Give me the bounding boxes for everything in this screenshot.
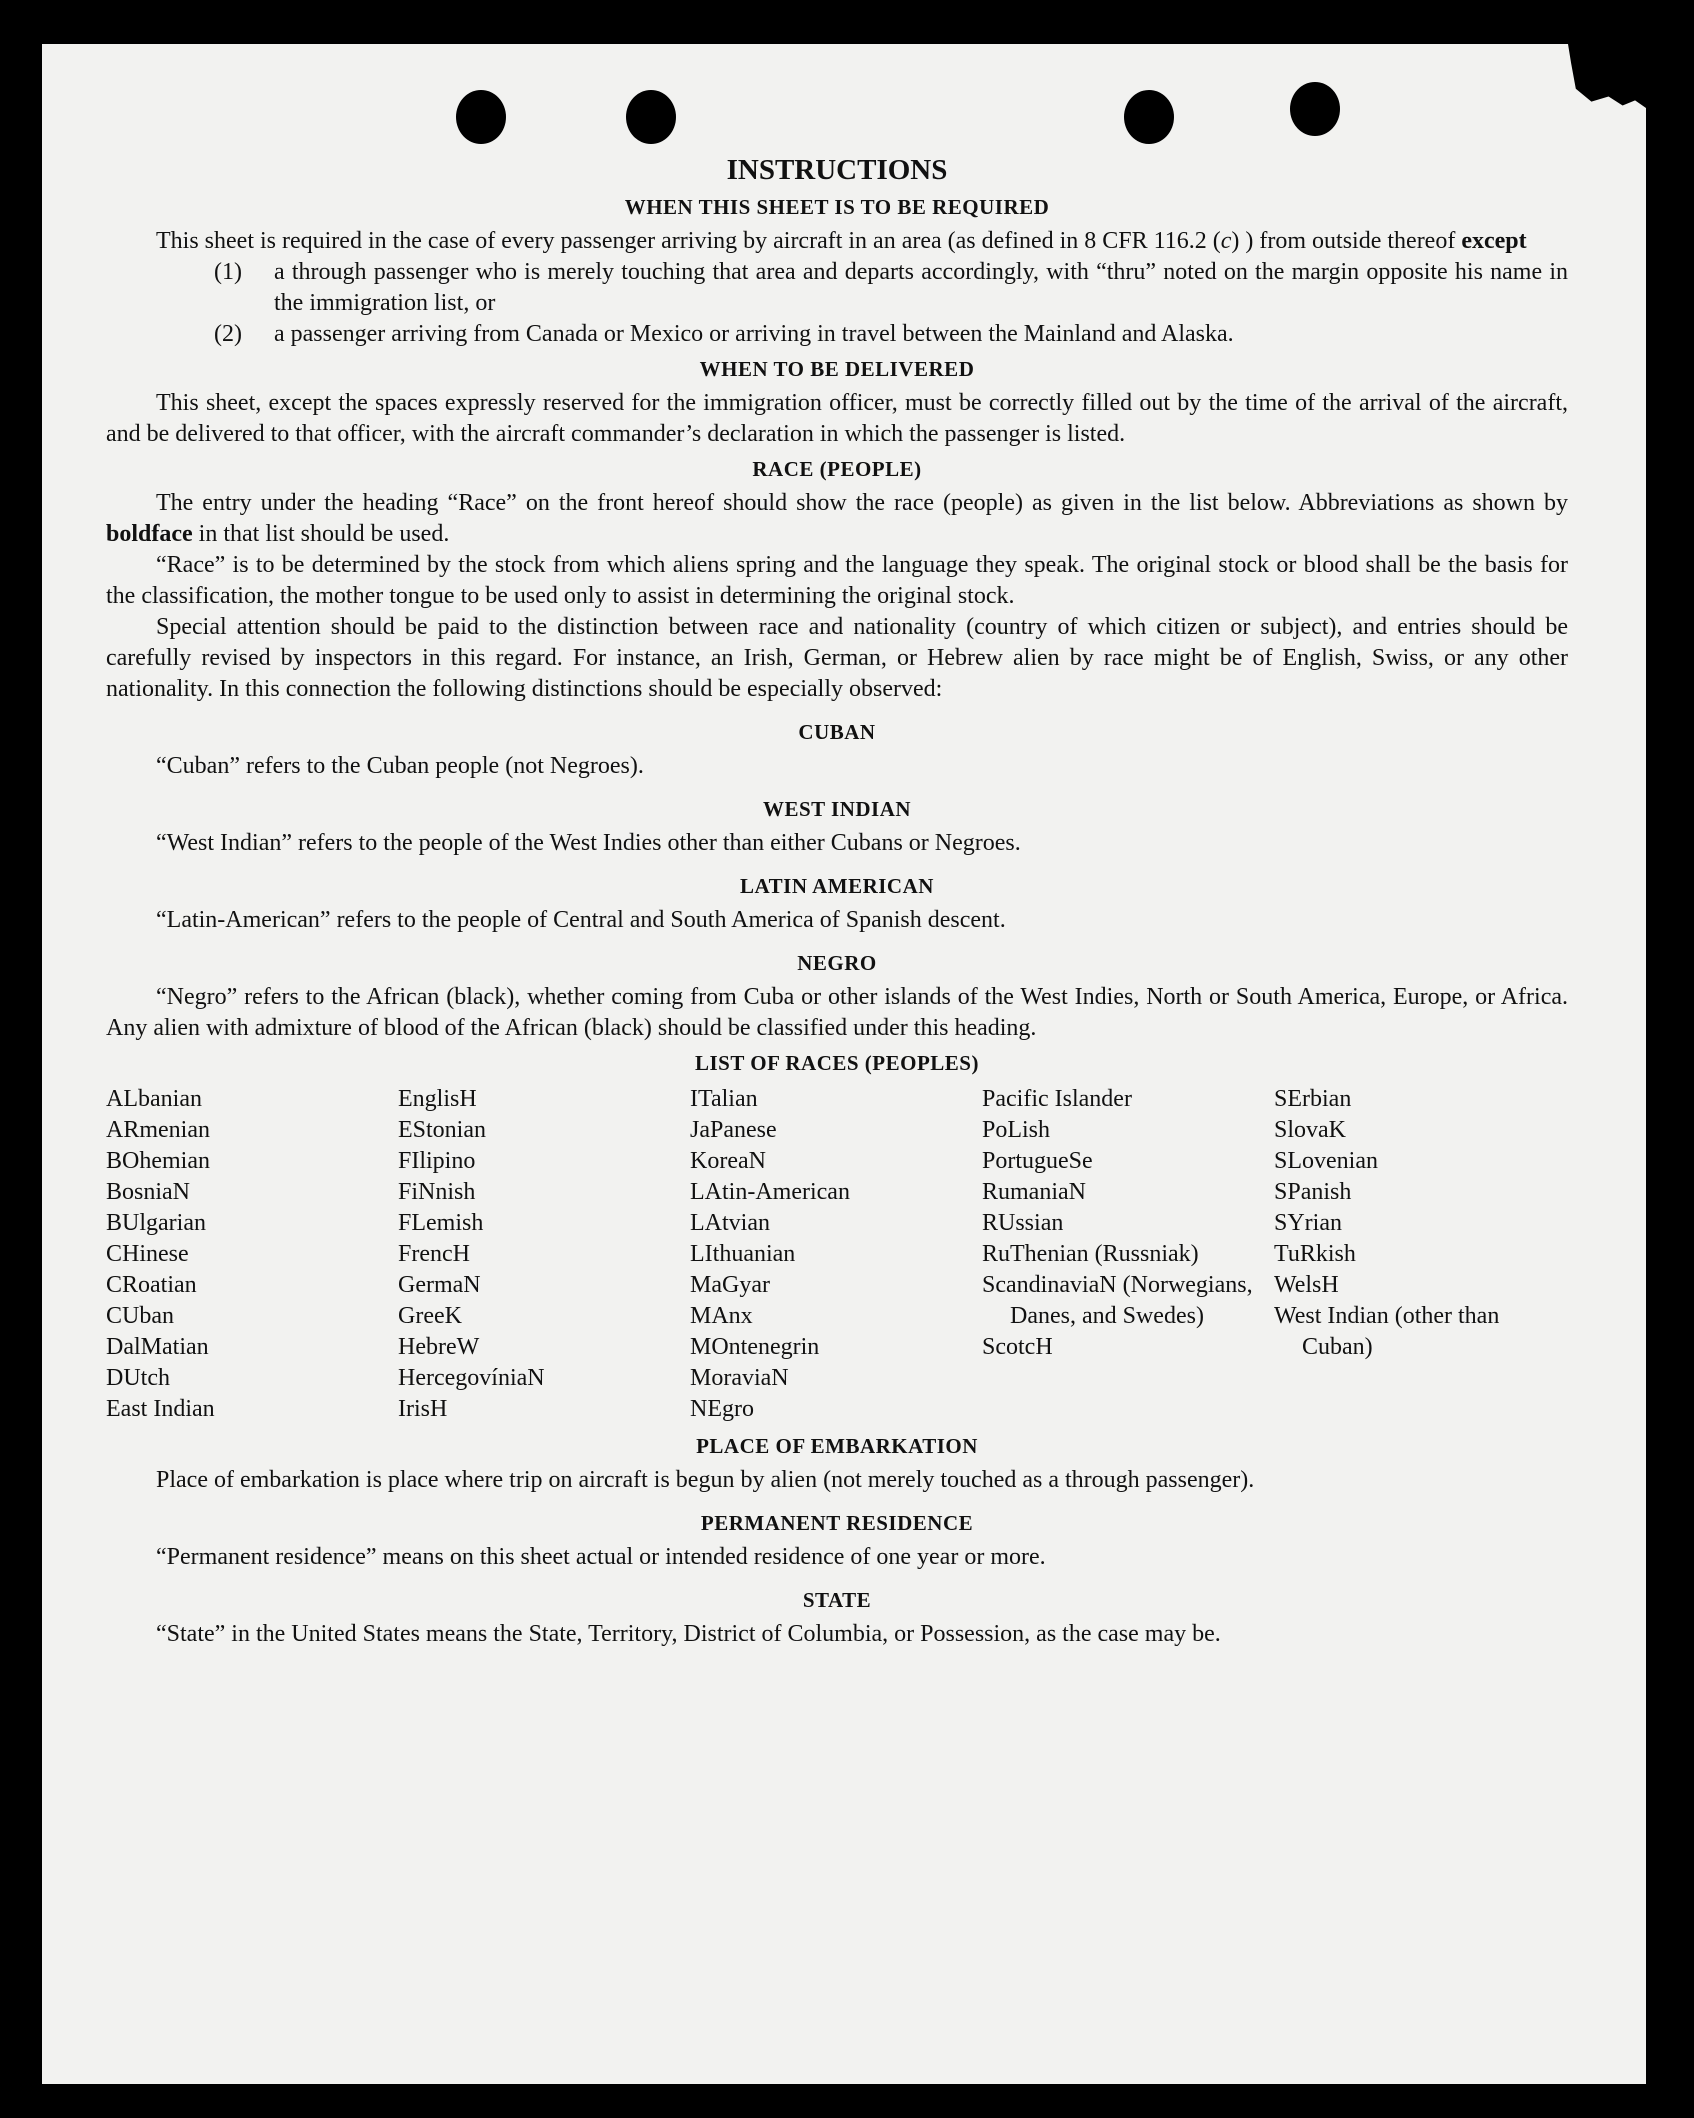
- race-column: [106, 1084, 398, 1425]
- race-entry: CUban: [106, 1303, 174, 1329]
- punch-hole: [456, 90, 506, 144]
- race-entry: Pacific Islander: [982, 1086, 1132, 1112]
- race-paragraph-1: [106, 488, 1568, 550]
- race-entry: MaGyar: [690, 1272, 770, 1298]
- race-entry: LAtvian: [690, 1210, 770, 1236]
- race-entry: SPanish: [1274, 1179, 1352, 1205]
- race-entry: DUtch: [106, 1365, 170, 1391]
- section-heading-state: STATE: [802, 1588, 872, 1612]
- punch-hole: [626, 90, 676, 144]
- latin-american-text: “Latin-American” refers to the people of Central and South America of Spanish descent.: [156, 907, 1006, 933]
- race-p1-text-a: The entry under the heading “Race” on the front hereof should show the race (people) as given in the list below. Abbreviations as shown by: [156, 490, 1568, 516]
- section-heading-required: WHEN THIS SHEET IS TO BE REQUIRED: [624, 195, 1050, 219]
- race-entry: LIthuanian: [690, 1241, 796, 1267]
- race-entry: FLemish: [398, 1210, 484, 1236]
- race-entry: SYrian: [1274, 1210, 1342, 1236]
- race-entry: PoLish: [982, 1117, 1051, 1143]
- race-entry: FiNnish: [398, 1179, 476, 1205]
- required-lead: [106, 226, 1568, 257]
- race-paragraph-3: Special attention should be paid to the distinction between race and nationality (country of which citizen or subject), and entries should be carefully revised by inspectors in this regard. For instance, an Irish, German, or Hebrew alien by race might be of English, Swiss, or any other nationality. In this connection the following distinctions should be especially observed:: [106, 614, 1568, 702]
- race-entry: LAtin-American: [690, 1179, 850, 1205]
- race-column: [398, 1084, 690, 1425]
- race-entry: EnglisH: [398, 1086, 477, 1112]
- punch-hole: [1290, 82, 1340, 136]
- race-entry: East Indian: [106, 1396, 215, 1422]
- required-lead-italic: c: [1220, 228, 1232, 254]
- race-entry: JaPanese: [690, 1117, 777, 1143]
- section-heading-race: RACE (PEOPLE): [752, 457, 922, 481]
- race-entry: GermaN: [398, 1272, 481, 1298]
- race-entry: BUlgarian: [106, 1210, 206, 1236]
- race-entry: FrencH: [398, 1241, 470, 1267]
- race-entry: RuThenian (Russniak): [982, 1241, 1199, 1267]
- race-entry: ALbanian: [106, 1086, 202, 1112]
- race-entry: ITalian: [690, 1086, 758, 1112]
- race-p1-text-b: in that list should be used.: [192, 521, 450, 547]
- exception-item: [214, 319, 1568, 350]
- race-entry: West Indian (other than Cuban): [1274, 1303, 1500, 1360]
- race-entry: FIlipino: [398, 1148, 476, 1174]
- page-title: INSTRUCTIONS: [726, 154, 948, 186]
- race-entry: PortugueSe: [982, 1148, 1093, 1174]
- section-heading-latin-american: LATIN AMERICAN: [740, 874, 934, 898]
- section-heading-delivered: WHEN TO BE DELIVERED: [699, 357, 975, 381]
- required-lead-text-1: This sheet is required in the case of every passenger arriving by aircraft in an area (as defined in 8 CFR 116.2 (: [156, 228, 1221, 254]
- embarkation-text: Place of embarkation is place where trip on aircraft is begun by alien (not merely touched as a through passenger).: [156, 1467, 1255, 1493]
- race-paragraph-2: “Race” is to be determined by the stock from which aliens spring and the language they speak. The original stock or blood shall be the basis for the classification, the mother tongue to be used only to assist in determining the original stock.: [106, 552, 1568, 609]
- punch-hole: [1124, 90, 1174, 144]
- race-entry: BOhemian: [106, 1148, 210, 1174]
- race-entry: NEgro: [690, 1396, 754, 1422]
- residence-text: “Permanent residence” means on this sheet actual or intended residence of one year or more.: [156, 1544, 1046, 1570]
- race-entry: ScotcH: [982, 1334, 1053, 1360]
- race-entry: IrisH: [398, 1396, 448, 1422]
- race-entry: ARmenian: [106, 1117, 210, 1143]
- race-entry: SlovaK: [1274, 1117, 1346, 1143]
- section-heading-west-indian: WEST INDIAN: [762, 797, 912, 821]
- exception-text: a through passenger who is merely touching that area and departs accordingly, with “thru” noted on the margin opposite his name in the immigration list, or: [274, 259, 1568, 316]
- race-entry: BosniaN: [106, 1179, 190, 1205]
- race-entry: MOntenegrin: [690, 1334, 820, 1360]
- cuban-text: “Cuban” refers to the Cuban people (not Negroes).: [156, 753, 644, 779]
- race-entry: CHinese: [106, 1241, 189, 1267]
- race-p1-bold: boldface: [106, 521, 193, 547]
- section-heading-list-of-races: LIST OF RACES (PEOPLES): [695, 1051, 979, 1075]
- race-entry: SErbian: [1274, 1086, 1352, 1112]
- race-entry: HebreW: [398, 1334, 480, 1360]
- race-entry: TuRkish: [1274, 1241, 1356, 1267]
- race-entry: HercegovíniaN: [398, 1365, 545, 1391]
- race-column: [690, 1084, 982, 1425]
- instructions-body: [106, 152, 1568, 1650]
- torn-corner: [1568, 44, 1646, 108]
- exception-number: (1): [214, 259, 242, 285]
- race-entry: MoraviaN: [690, 1365, 789, 1391]
- race-list: [106, 1084, 1568, 1425]
- exception-number: (2): [214, 321, 242, 347]
- race-entry: RUssian: [982, 1210, 1064, 1236]
- race-entry: WelsH: [1274, 1272, 1339, 1298]
- race-entry: RumaniaN: [982, 1179, 1086, 1205]
- race-entry: KoreaN: [690, 1148, 766, 1174]
- race-entry: GreeK: [398, 1303, 462, 1329]
- race-entry: CRoatian: [106, 1272, 197, 1298]
- exception-item: [214, 257, 1568, 319]
- section-heading-cuban: CUBAN: [798, 720, 876, 744]
- document-page: [42, 44, 1646, 2084]
- race-entry: EStonian: [398, 1117, 486, 1143]
- state-text: “State” in the United States means the State, Territory, District of Columbia, or Possession, as the case may be.: [156, 1621, 1221, 1647]
- race-entry: MAnx: [690, 1303, 753, 1329]
- delivered-text: This sheet, except the spaces expressly reserved for the immigration officer, must be correctly filled out by the time of the arrival of the aircraft, and be delivered to that officer, with the aircraft commander’s declaration in which the passenger is listed.: [106, 390, 1568, 447]
- section-heading-residence: PERMANENT RESIDENCE: [700, 1511, 974, 1535]
- race-entry: SLovenian: [1274, 1148, 1378, 1174]
- section-heading-negro: NEGRO: [797, 951, 877, 975]
- race-column: [1274, 1084, 1566, 1425]
- exception-text: a passenger arriving from Canada or Mexico or arriving in travel between the Mainland and Alaska.: [274, 321, 1234, 347]
- required-lead-text-2: ) ) from outside thereof: [1231, 228, 1462, 254]
- section-heading-embarkation: PLACE OF EMBARKATION: [696, 1434, 978, 1458]
- race-entry: DalMatian: [106, 1334, 209, 1360]
- negro-text: “Negro” refers to the African (black), whether coming from Cuba or other islands of the West Indies, North or South America, Europe, or Africa. Any alien with admixture of blood of the African (black) should be classified under this heading.: [106, 984, 1568, 1041]
- west-indian-text: “West Indian” refers to the people of the West Indies other than either Cubans or Negroes.: [156, 830, 1021, 856]
- required-lead-bold: except: [1461, 228, 1527, 254]
- race-column: [982, 1084, 1274, 1425]
- race-entry: ScandinaviaN (Norwegians, Danes, and Swedes): [982, 1272, 1253, 1329]
